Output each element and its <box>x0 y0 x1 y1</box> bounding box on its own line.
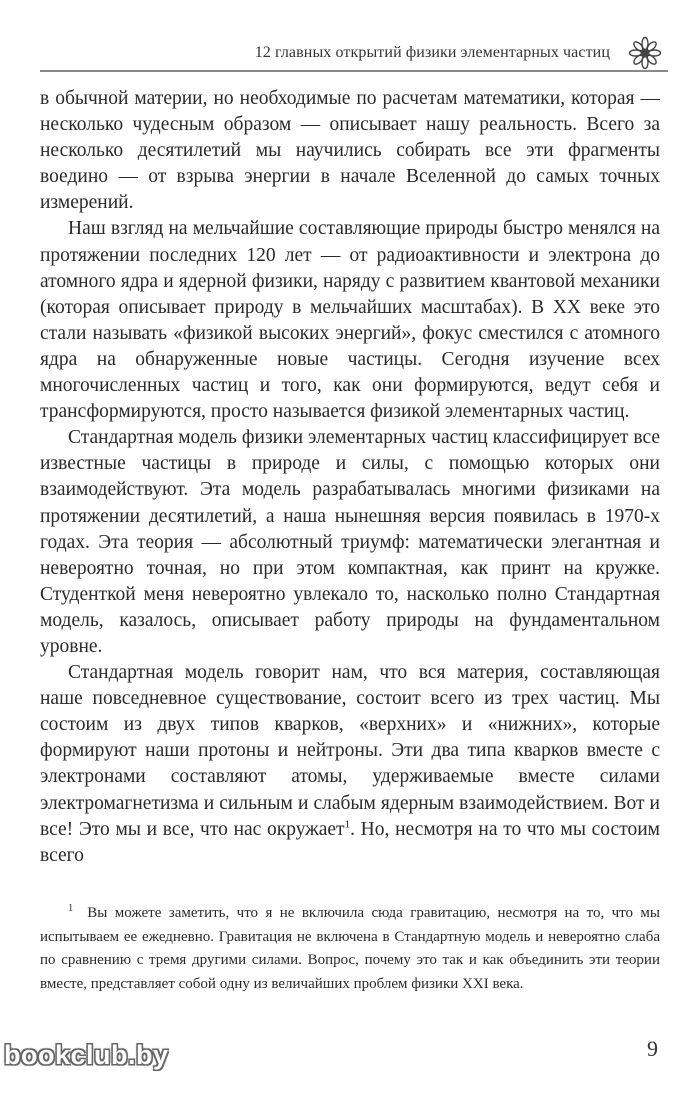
paragraph-4 <box>40 660 660 869</box>
footnote-text-block <box>40 902 660 996</box>
page-number: 9 <box>647 1036 658 1061</box>
paragraph-3: Стандартная модель физики элементарных частиц классифицирует все известные частицы в природе и силы, с помощью которых они взаимодействуют. Эта модель разрабатывалась многими физиками на протяжении десятилетий, а наша нынешняя версия появилась в 1970-х годах. Эта теория — абсолютный триумф: математически элегантная и невероятно точная, но при этом компактная, как принт на кружке. Студенткой меня невероятно увлекало то, насколько полно Стандартная модель, казалось, описывает работу природы на фундаментальном уровне. <box>40 427 660 657</box>
footnote <box>40 902 660 996</box>
header-title: 12 главных открытий физики элементарных частиц <box>254 44 610 61</box>
paragraph-2: Наш взгляд на мельчайшие составляющие природы быстро менялся на протяжении последних 120 лет — от радиоактивности и электрона до атомного ядра и ядерной физики, наряду с развитием квантовой механики (которая описывает природу в мельчайших масштабах). В XX веке это стали называть «физикой высоких энергий», фокус сместился с атомного ядра на обнаруженные новые частицы. Сегодня изучение всех многочисленных частиц и того, как они формируются, ведут себя и трансформируются, просто называется физикой элементарных частиц. <box>40 218 660 423</box>
footnote-marker: 1 <box>68 903 74 914</box>
body-text <box>40 86 660 869</box>
paragraph-1: в обычной материи, но необходимые по расчетам математики, которая — несколько чудесным образом — описывает нашу реальность. Всего за несколько десятилетий мы научились собирать все эти фрагменты воедино — от взрыва энергии в начале Вселенной до самых точных измерений. <box>40 88 660 214</box>
paragraph-4-text: Стандартная модель говорит нам, что вся материя, составляющая наше повседневное существование, состоит всего из трех частиц. Мы состоим из двух типов кварков, «верхних» и «нижних», которые формируют наши протоны и нейтроны. Эти два типа кварков вместе с электронами составляют атомы, удерживаемые вместе силами электромагнетизма и сильным и слабым ядерным взаимодействием. Вот и все! Это мы и все, что нас окружает <box>40 662 660 840</box>
paragraph-4-tail: . Но, несмотря на то что мы состоим всего <box>40 818 660 866</box>
header-rule <box>40 70 668 72</box>
flower-ornament-icon <box>628 36 662 70</box>
running-header <box>40 30 668 74</box>
watermark: bookclub.by <box>4 1040 169 1070</box>
footnote-text: Вы можете заметить, что я не включила сюда гравитацию, несмотря на то, что мы испытываем ее ежедневно. Гравитация не включена в Стандартную модель и невероятно слаба по сравнению с тремя другими силами. Вопрос, почему это так и как объединить эти теории вместе, представляет собой одну из величайших проблем физики XXI века. <box>40 905 660 992</box>
footnote-reference[interactable]: 1 <box>344 818 351 831</box>
